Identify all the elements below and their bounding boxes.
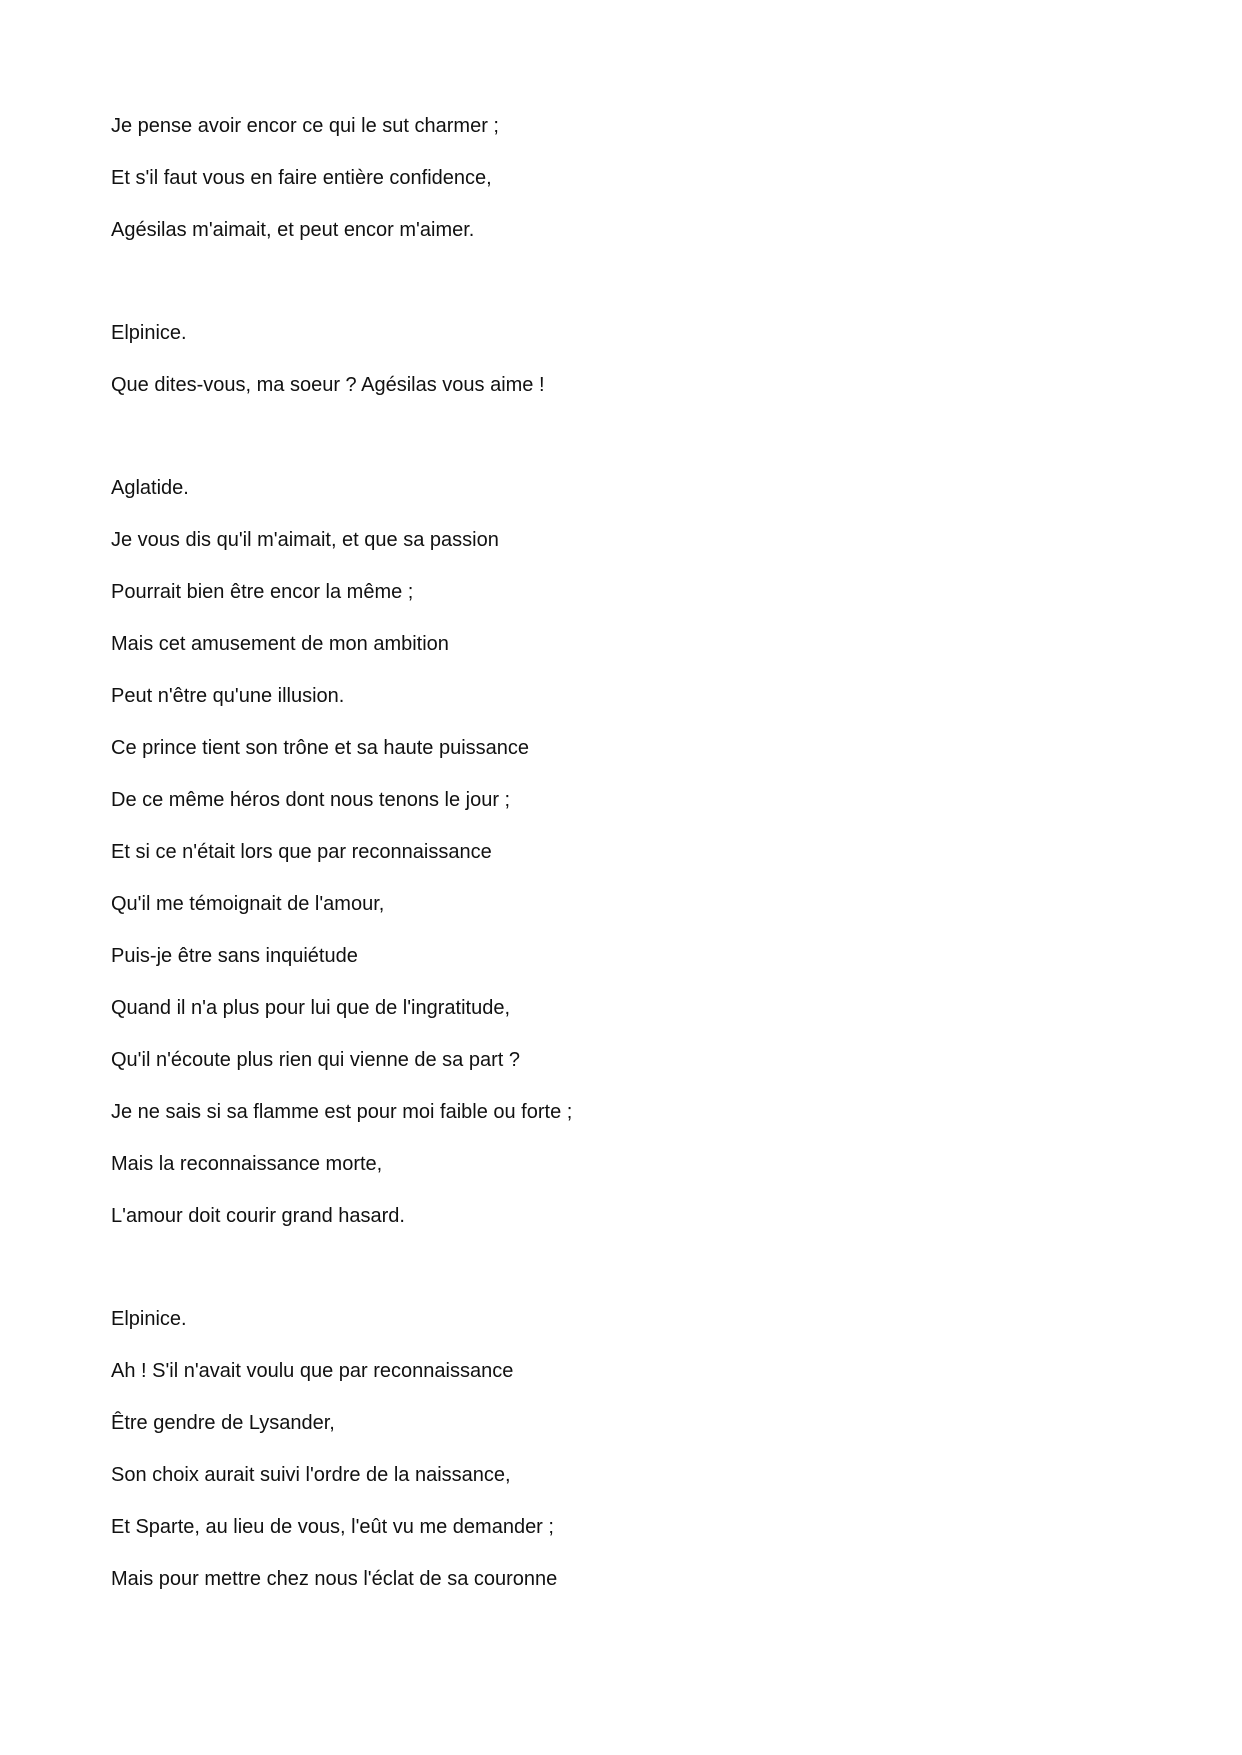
verse-line: Mais la reconnaissance morte, <box>111 1153 383 1175</box>
verse-line: Je ne sais si sa flamme est pour moi faible ou forte ; <box>111 1101 573 1123</box>
verse-line: De ce même héros dont nous tenons le jour ; <box>111 789 511 811</box>
verse-line: Je vous dis qu'il m'aimait, et que sa passion <box>111 529 499 551</box>
verse-line: Peut n'être qu'une illusion. <box>111 685 345 707</box>
stanza-gap <box>111 420 1111 471</box>
stanza-gap <box>111 1251 1111 1302</box>
verse-line: Pourrait bien être encor la même ; <box>111 581 414 603</box>
verse-line: Et s'il faut vous en faire entière confidence, <box>111 167 492 189</box>
verse-line: Qu'il n'écoute plus rien qui vienne de sa part ? <box>111 1049 521 1071</box>
verse-line: Son choix aurait suivi l'ordre de la naissance, <box>111 1464 511 1486</box>
verse-line: L'amour doit courir grand hasard. <box>111 1205 405 1227</box>
play-text <box>111 109 1111 1614</box>
verse-line: Qu'il me témoignait de l'amour, <box>111 893 385 915</box>
verse-line: Mais pour mettre chez nous l'éclat de sa couronne <box>111 1568 558 1590</box>
verse-line: Ce prince tient son trône et sa haute puissance <box>111 737 530 759</box>
verse-line: Ah ! S'il n'avait voulu que par reconnaissance <box>111 1360 514 1382</box>
verse-line: Et si ce n'était lors que par reconnaissance <box>111 841 492 863</box>
verse-line: Être gendre de Lysander, <box>111 1412 335 1434</box>
verse-line: Puis-je être sans inquiétude <box>111 945 358 967</box>
verse-line: Agésilas m'aimait, et peut encor m'aimer. <box>111 219 475 241</box>
verse-line: Quand il n'a plus pour lui que de l'ingratitude, <box>111 997 511 1019</box>
verse-line: Et Sparte, au lieu de vous, l'eût vu me demander ; <box>111 1516 554 1538</box>
speaker-name: Elpinice. <box>111 1308 187 1330</box>
stanza-gap <box>111 265 1111 316</box>
verse-line: Mais cet amusement de mon ambition <box>111 633 449 655</box>
speaker-name: Elpinice. <box>111 322 187 344</box>
speaker-name: Aglatide. <box>111 477 189 499</box>
verse-line: Je pense avoir encor ce qui le sut charmer ; <box>111 115 499 137</box>
verse-line: Que dites-vous, ma soeur ? Agésilas vous aime ! <box>111 374 545 396</box>
